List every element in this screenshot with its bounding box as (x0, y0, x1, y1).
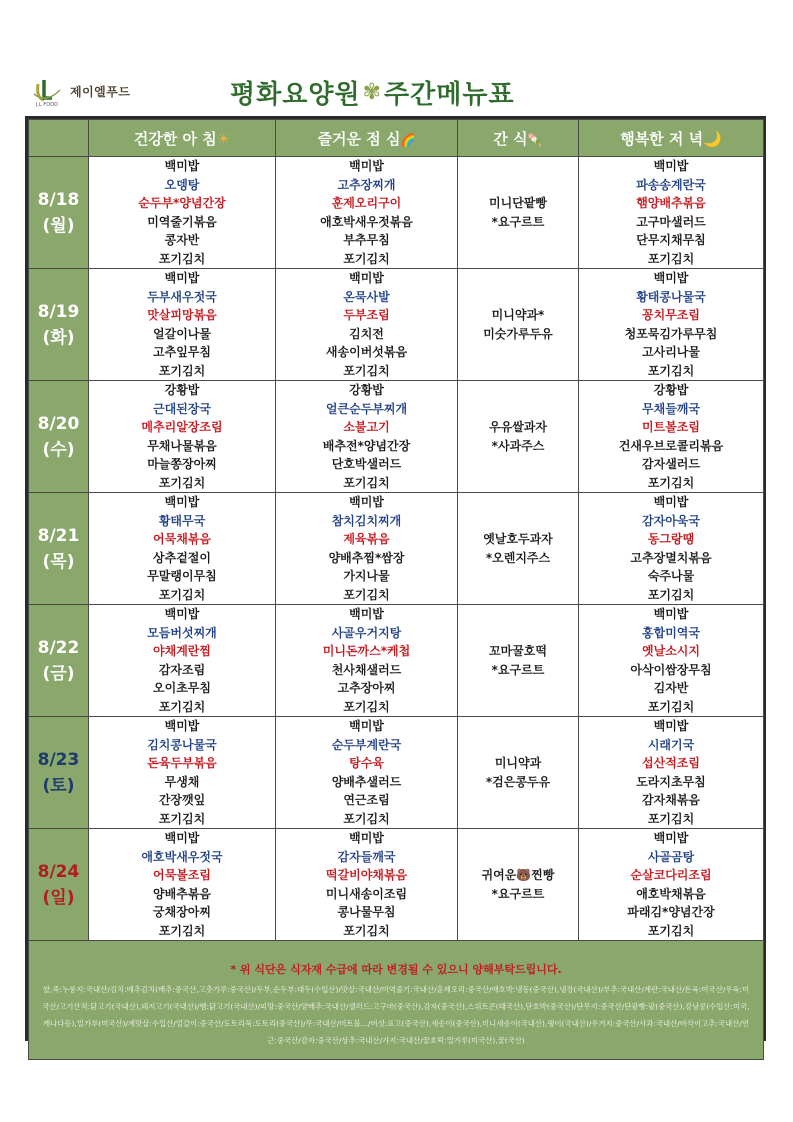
logo-text: 제이엘푸드 (70, 84, 131, 99)
menu-item: 애호박채볶음 (636, 886, 706, 901)
menu-item: 무채나물볶음 (147, 438, 217, 453)
menu-item: 훈제오리구이 (331, 196, 402, 210)
menu-item: 모듬버섯찌개 (147, 625, 217, 640)
menu-item: 포기김치 (158, 699, 206, 714)
menu-item: 포기김치 (647, 363, 695, 378)
snack-cell (458, 605, 579, 717)
menu-item: 두부조림 (343, 308, 390, 322)
day-date: 8/22 (37, 637, 80, 658)
page-title (230, 74, 515, 110)
menu-item: 무말랭이무침 (147, 569, 217, 583)
snack-item: 미니약과 (494, 755, 542, 770)
menu-item: 순두부계란국 (331, 737, 402, 752)
menu-item: 상추겉절이 (153, 550, 211, 565)
menu-item: 시래기국 (647, 737, 695, 752)
menu-item: 아삭이쌈장무침 (630, 662, 712, 677)
weekly-menu-table (28, 119, 764, 1060)
jl-logo-icon (30, 74, 64, 108)
moon-icon: 🌙 (703, 129, 722, 148)
menu-item: 감자조림 (158, 662, 206, 677)
menu-item: 포기김치 (647, 475, 695, 490)
day-date: 8/21 (37, 525, 80, 546)
day-label (29, 269, 89, 381)
menu-item: 마늘쫑장아찌 (147, 457, 217, 471)
menu-item: 백미밥 (349, 831, 384, 845)
header-dinner: 행복한 저 녁🌙 (579, 120, 764, 157)
day-date: 8/23 (37, 749, 80, 770)
breakfast-cell (89, 829, 276, 941)
day-date: 8/18 (37, 189, 80, 210)
menu-item: 어묵볼조림 (153, 868, 211, 882)
lunch-cell (276, 717, 458, 829)
menu-item: 김자반 (653, 681, 689, 695)
menu-item: 감자들깨국 (337, 849, 396, 864)
day-weekday: (화) (42, 327, 75, 348)
footer-notes (29, 941, 764, 1060)
rainbow-icon: 🌈 (400, 132, 416, 147)
menu-item: 사골곰탕 (647, 849, 695, 864)
menu-item: 포기김치 (647, 587, 695, 602)
breakfast-cell (89, 157, 276, 269)
day-label (29, 157, 89, 269)
menu-item: 맛살피망볶음 (147, 308, 217, 322)
menu-item: 꽁치무조림 (642, 308, 700, 322)
snack-cell (458, 829, 579, 941)
breakfast-cell (89, 493, 276, 605)
day-date: 8/24 (37, 861, 80, 882)
menu-item: 야채계란찜 (153, 644, 211, 658)
menu-item: 강황밥 (164, 383, 200, 397)
menu-item: 백미밥 (653, 607, 689, 621)
snack-cell (458, 717, 579, 829)
menu-item: 청포묵김가루무침 (624, 326, 718, 341)
menu-item: 가지나물 (343, 569, 390, 583)
menu-item: 단호박샐러드 (331, 457, 402, 471)
menu-item: 고추잎무침 (153, 345, 211, 359)
day-weekday: (일) (42, 887, 75, 908)
menu-item: 백미밥 (349, 719, 384, 733)
snack-item: *요구르트 (491, 214, 545, 229)
dinner-cell (579, 269, 764, 381)
sun-icon: ☀ (216, 129, 231, 148)
menu-item: 숙주나물 (647, 569, 695, 583)
snack-item: *검은콩두유 (485, 774, 551, 789)
menu-item: 새송이버섯볶음 (325, 345, 408, 359)
snack-item: 미숫가루두유 (483, 326, 553, 341)
snack-item: 옛날호두과자 (483, 531, 553, 546)
menu-item: 양배추볶음 (153, 886, 211, 901)
logo-sub: J.L FOOD (35, 102, 59, 108)
menu-item: 포기김치 (158, 811, 206, 826)
menu-item: 얼큰순두부찌개 (325, 401, 408, 416)
menu-item: 포기김치 (647, 811, 695, 826)
menu-item: 천사채샐러드 (331, 662, 402, 677)
lunch-cell (276, 269, 458, 381)
menu-item: 애호박새우젓국 (141, 849, 223, 864)
day-row (29, 605, 764, 717)
menu-item: 포기김치 (158, 363, 206, 378)
menu-item: 콩나물무침 (337, 905, 396, 919)
header-snack: 간 식🍡 (458, 120, 579, 157)
menu-item: 포기김치 (343, 699, 390, 714)
menu-item: 백미밥 (164, 831, 200, 845)
day-weekday: (금) (42, 663, 75, 684)
menu-item: 온묵사발 (343, 289, 390, 304)
menu-item: 포기김치 (343, 363, 390, 378)
menu-item: 감자아욱국 (642, 513, 700, 528)
menu-item: 제육볶음 (343, 532, 390, 546)
menu-item: 연근조림 (343, 793, 390, 807)
title-menu: 주간메뉴표 (384, 79, 515, 110)
menu-item: 포기김치 (158, 587, 206, 602)
dinner-cell (579, 381, 764, 493)
menu-item: 고추장찌개 (337, 177, 396, 192)
day-weekday: (목) (42, 551, 75, 572)
menu-item: 탕수육 (349, 756, 384, 770)
menu-item: 포기김치 (647, 251, 695, 266)
day-label (29, 381, 89, 493)
dinner-cell (579, 717, 764, 829)
menu-item: 고구마샐러드 (636, 214, 706, 229)
snack-cell (458, 381, 579, 493)
menu-item: 백미밥 (349, 495, 384, 509)
snack-item: 꼬마꿀호떡 (489, 643, 547, 658)
menu-item: 백미밥 (164, 159, 200, 173)
menu-item: 소불고기 (343, 420, 390, 434)
menu-item: 미니돈까스*케첩 (322, 644, 411, 658)
menu-item: 백미밥 (653, 831, 689, 845)
snack-item: *사과주스 (491, 438, 545, 453)
menu-item: 얼갈이나물 (153, 326, 211, 341)
menu-frame (25, 116, 766, 1045)
menu-item: 파송송계란국 (636, 177, 706, 192)
day-weekday: (수) (42, 439, 75, 460)
menu-item: 부추무침 (343, 233, 390, 247)
menu-item: 김치전 (349, 326, 384, 341)
menu-item: 백미밥 (349, 607, 384, 621)
menu-item: 순두부*양념간장 (138, 196, 226, 210)
menu-item: 홍합미역국 (642, 625, 700, 640)
menu-item: 백미밥 (349, 159, 384, 173)
day-date: 8/19 (37, 301, 80, 322)
menu-item: 백미밥 (653, 719, 689, 733)
day-date: 8/20 (37, 413, 80, 434)
lunch-cell (276, 829, 458, 941)
menu-item: 미니새송이조림 (325, 886, 408, 901)
menu-item: 옛날소시지 (642, 644, 700, 658)
menu-item: 백미밥 (164, 607, 200, 621)
menu-item: 사골우거지탕 (331, 625, 402, 640)
menu-item: 강황밥 (653, 383, 689, 397)
menu-item: 동그랑땡 (647, 532, 695, 546)
lunch-cell (276, 493, 458, 605)
menu-item: 무채들깨국 (642, 401, 700, 416)
menu-item: 단무지채무침 (636, 233, 706, 247)
menu-item: 파래김*양념간장 (627, 905, 715, 919)
day-row (29, 381, 764, 493)
menu-item: 포기김치 (158, 923, 206, 938)
menu-item: 오이초무침 (153, 681, 211, 695)
menu-item: 황태콩나물국 (636, 289, 706, 304)
dinner-cell (579, 605, 764, 717)
breakfast-cell (89, 605, 276, 717)
change-notice: * 위 식단은 식자재 수급에 따라 변경될 수 있으니 양해부탁드립니다. (230, 963, 562, 976)
snack-cell (458, 157, 579, 269)
menu-item: 오뎅탕 (164, 177, 200, 192)
snack-item: 귀여운🐻찐빵 (481, 867, 555, 882)
menu-item: 백미밥 (164, 495, 200, 509)
menu-item: 포기김치 (647, 923, 695, 938)
menu-item: 백미밥 (653, 271, 689, 285)
menu-item: 섭산적조림 (642, 756, 700, 770)
menu-item: 양배추샐러드 (331, 774, 402, 789)
menu-item: 포기김치 (343, 251, 390, 266)
menu-item: 백미밥 (653, 495, 689, 509)
menu-item: 건새우브로콜리볶음 (618, 438, 724, 453)
menu-item: 메추리알장조림 (141, 420, 223, 434)
header-row (29, 120, 764, 157)
menu-item: 김치콩나물국 (147, 737, 217, 752)
flower-icon: ✾ (362, 79, 383, 105)
menu-item: 포기김치 (343, 587, 390, 602)
menu-item: 무생채 (164, 774, 200, 789)
snack-item: 미니단팥빵 (489, 195, 547, 210)
menu-item: 어묵채볶음 (153, 532, 211, 546)
menu-item: 고추장아찌 (337, 681, 396, 695)
menu-item: 백미밥 (164, 271, 200, 285)
breakfast-cell (89, 381, 276, 493)
header-lunch: 즐거운 점 심🌈 (276, 120, 458, 157)
menu-item: 미역줄기볶음 (147, 214, 217, 229)
day-weekday: (월) (42, 215, 75, 236)
snack-item: *요구르트 (491, 662, 545, 677)
snack-cell (458, 493, 579, 605)
day-row (29, 493, 764, 605)
menu-item: 감자채볶음 (642, 793, 700, 807)
day-label (29, 605, 89, 717)
day-weekday: (토) (42, 775, 75, 796)
menu-item: 미트볼조림 (642, 420, 700, 434)
day-label (29, 829, 89, 941)
menu-item: 포기김치 (343, 811, 390, 826)
menu-item: 두부새우젓국 (147, 289, 217, 304)
snack-item: *요구르트 (491, 886, 545, 901)
menu-item: 콩자반 (164, 233, 200, 247)
menu-item: 간장깻잎 (158, 793, 206, 807)
menu-item: 돈육두부볶음 (147, 756, 217, 770)
menu-item: 떡갈비야채볶음 (325, 868, 408, 882)
dinner-cell (579, 829, 764, 941)
snack-item: *오렌지주스 (485, 550, 551, 565)
day-label (29, 717, 89, 829)
title-facility: 평화요양원 (230, 79, 361, 110)
menu-item: 황태무국 (158, 513, 206, 528)
menu-item: 애호박새우젓볶음 (320, 214, 413, 229)
menu-item: 궁채장아찌 (153, 905, 211, 919)
snack-cell (458, 269, 579, 381)
dango-icon: 🍡 (527, 132, 543, 147)
day-row (29, 269, 764, 381)
menu-item: 백미밥 (164, 719, 200, 733)
menu-item: 백미밥 (349, 271, 384, 285)
day-row (29, 717, 764, 829)
header-breakfast: 건강한 아 침☀ (89, 120, 276, 157)
menu-item: 포기김치 (343, 923, 390, 938)
snack-item: 미니약과* (491, 307, 545, 322)
lunch-cell (276, 157, 458, 269)
menu-item: 포기김치 (158, 475, 206, 490)
origin-info: 쌀,죽:누룽지:국내산/김치:배추김치(배추:중국산,고춧가루:중국산)/두부,순두부:대두(수입산)/맛살:국내산/미역줄기:국내산/훈제오리:중국산/애호박:냉동(중국산),냉장(국내산)/부추:국내산/계란:국내산/돈육:미국산/우육:미국산/고기산적:닭고기(국내산),돼지고기(국내산)/햄:닭고기(국내산)/피망:중국산/양배추:국내산/샐러드:고구마(중국산),감자(중국산),스위트콘(태국산),단호박(중국산)/단무지:중국산/단팥빵:팥(중국산),강낭콩(수입산:미국,캐나다등),밀가루(미국산)/계맛살:수입산/얼갈이:중국산/도토리묵:도토리(중국산)/무:국내산/미트볼…/버섯:표고(중국산),새송이(중국산),미니새송이(국내산),팽이(국내산)/우거지:중국산/사과:국내산/아삭이고추:국내산/연근:중국산/감자:중국산/상추:국내산/가지:국내산/꿀호떡:밀가루(미국산),꿀(국산) (42, 985, 750, 1045)
lunch-cell (276, 605, 458, 717)
menu-item: 고사리나물 (642, 345, 700, 359)
dinner-cell (579, 493, 764, 605)
snack-item: 우유쌀과자 (489, 419, 547, 434)
menu-item: 양배추찜*쌈장 (328, 550, 405, 565)
menu-item: 근대된장국 (153, 401, 211, 416)
menu-item: 포기김치 (647, 699, 695, 714)
breakfast-cell (89, 717, 276, 829)
breakfast-cell (89, 269, 276, 381)
menu-item: 강황밥 (349, 383, 384, 397)
lunch-cell (276, 381, 458, 493)
day-row (29, 829, 764, 941)
day-label (29, 493, 89, 605)
menu-item: 햄양배추볶음 (636, 196, 706, 210)
menu-item: 참치김치찌개 (331, 513, 402, 528)
menu-item: 포기김치 (343, 475, 390, 490)
menu-item: 포기김치 (158, 251, 206, 266)
header-corner (29, 120, 89, 157)
menu-item: 고추장멸치볶음 (630, 550, 712, 565)
day-row (29, 157, 764, 269)
menu-item: 백미밥 (653, 159, 689, 173)
brand-logo (30, 74, 130, 108)
menu-item: 순살코다리조림 (630, 868, 712, 882)
menu-item: 도라지초무침 (636, 774, 706, 789)
dinner-cell (579, 157, 764, 269)
menu-item: 감자샐러드 (642, 457, 700, 471)
menu-item: 배추전*양념간장 (322, 438, 411, 453)
